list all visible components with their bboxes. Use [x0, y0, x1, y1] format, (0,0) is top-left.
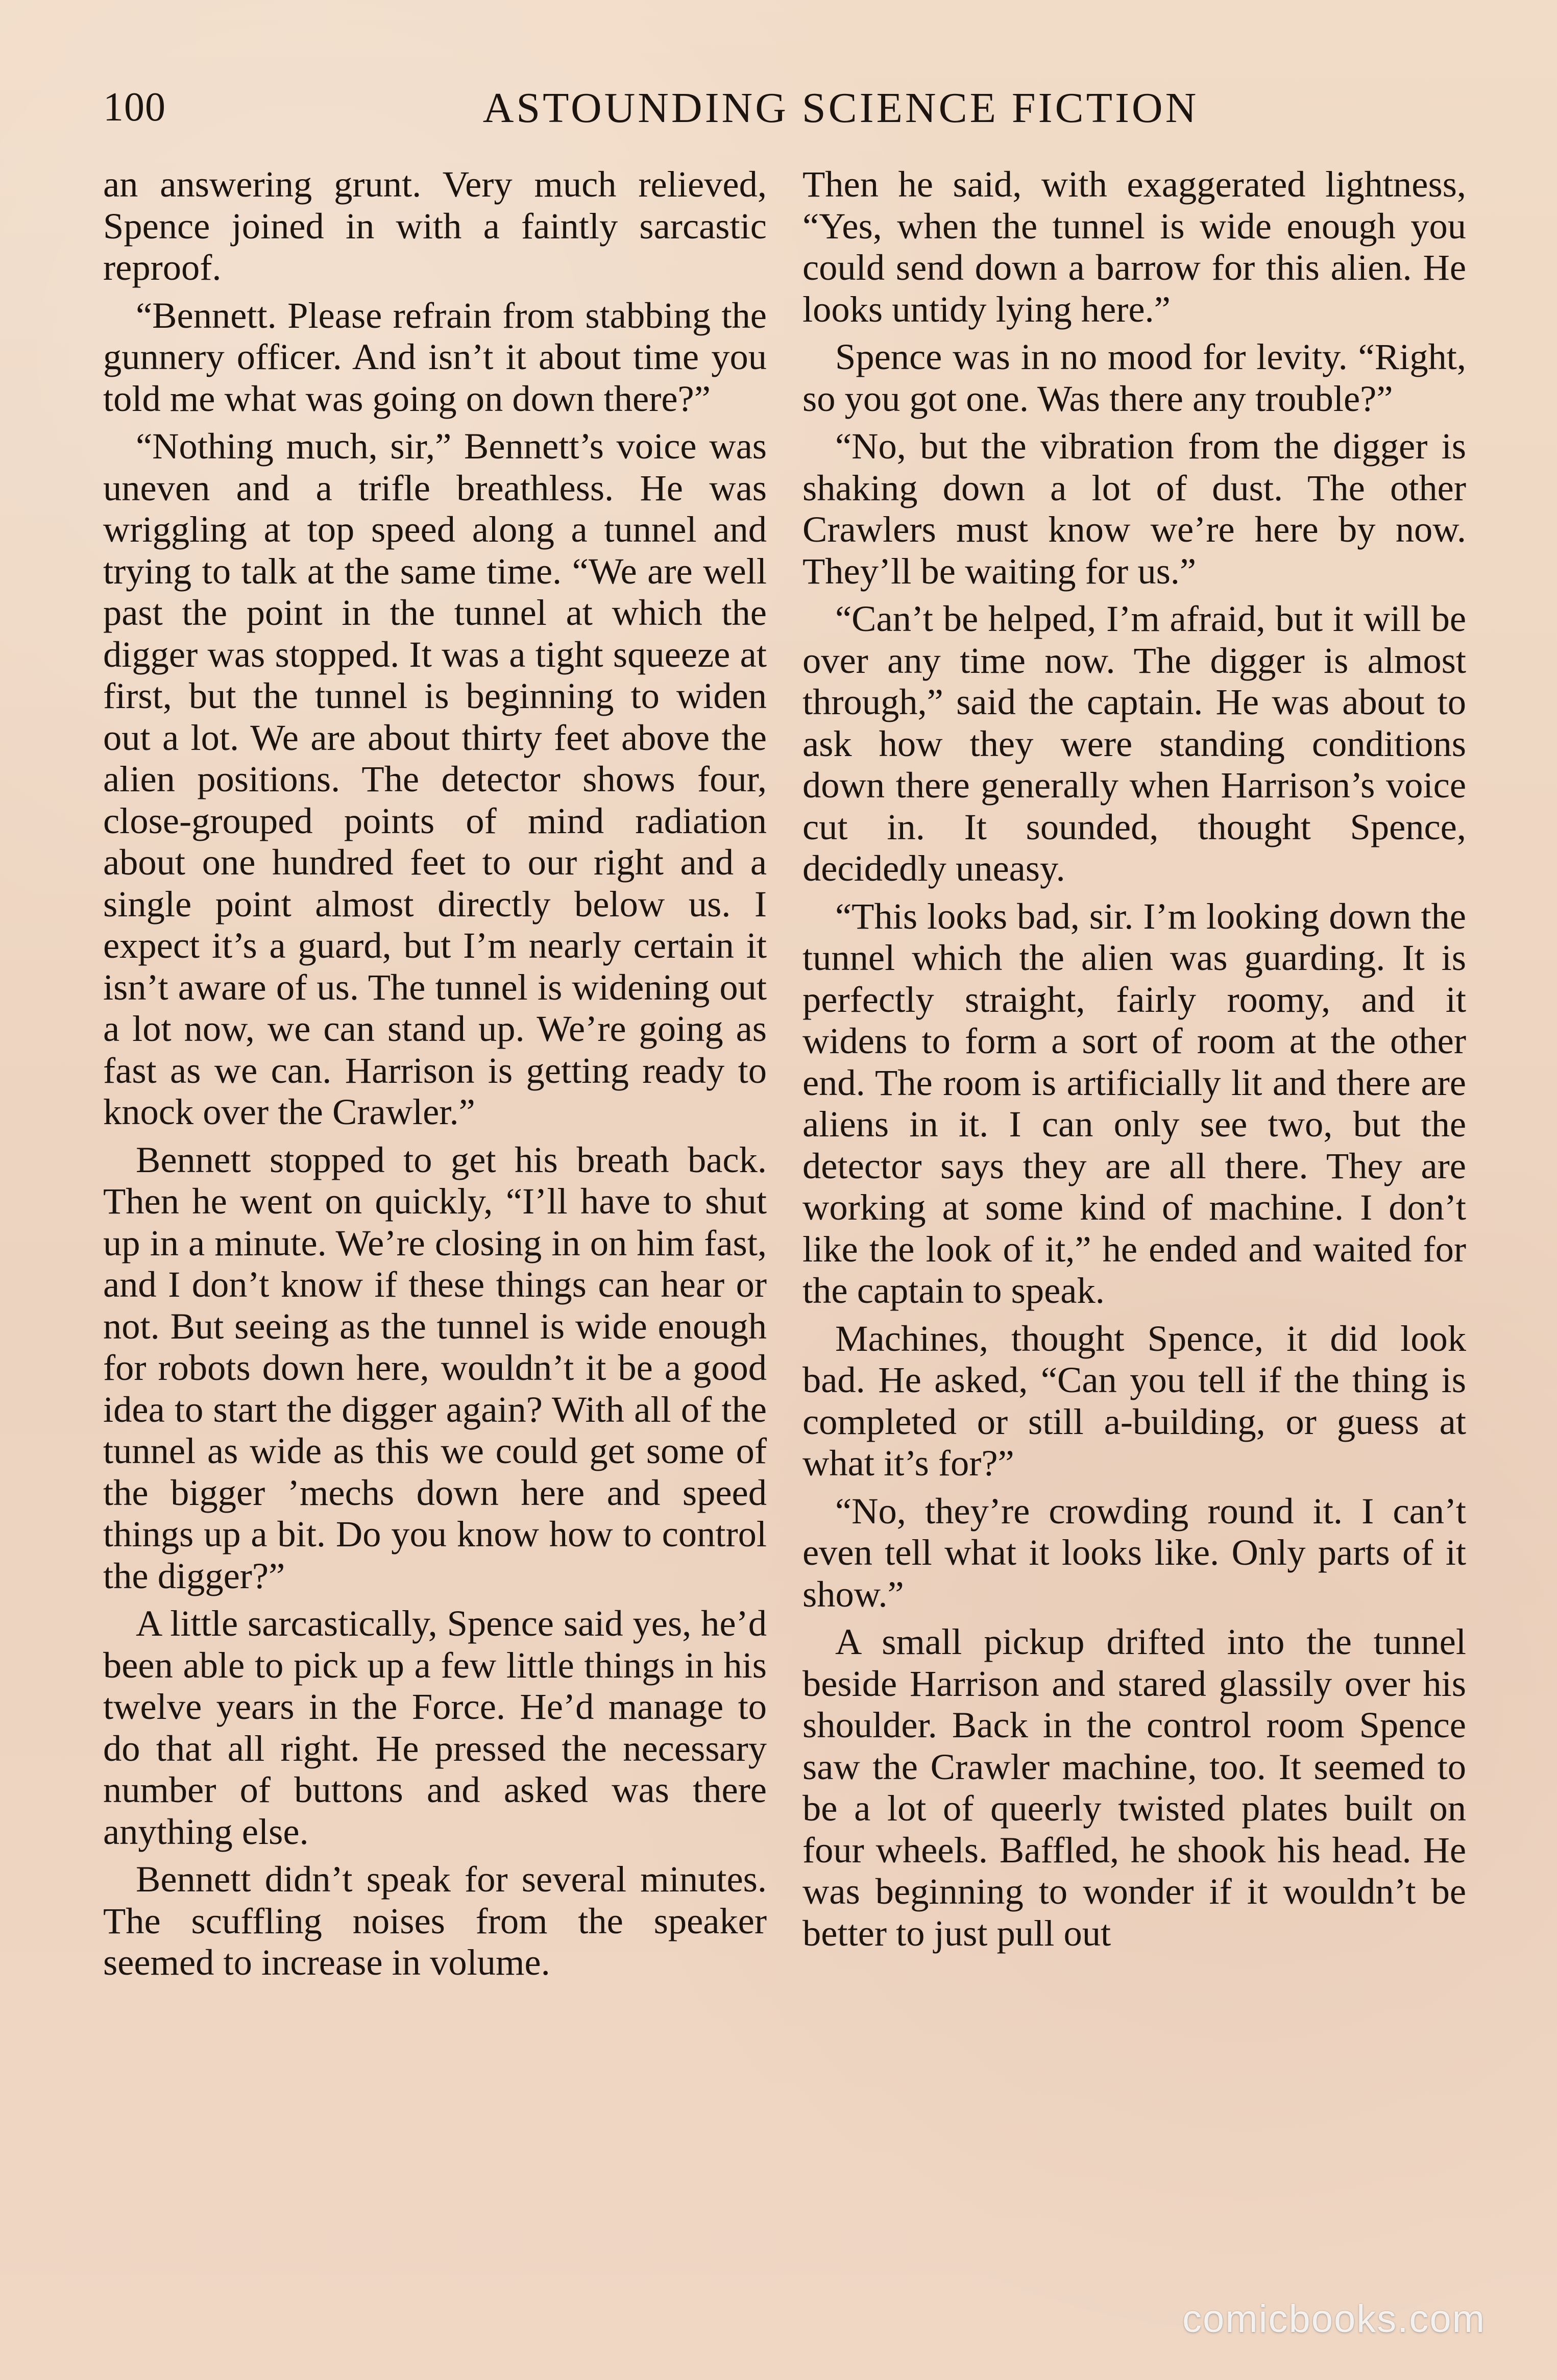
running-head: ASTOUNDING SCIENCE FICTION — [482, 84, 1199, 132]
right-paragraph-8: A small pickup drifted into the tunnel beside Harrison and stared glassily over his shoulder. Back in the control room Spence saw the Crawler machine, too. It seemed to be a lot of queerly twisted plates built on four wheels. Baffled, he shook his head. He was beginning to wonder if it wouldn’t be better to just pull out — [802, 1621, 1466, 1954]
right-paragraph-1: Then he said, with exaggerated lightness, “Yes, when the tunnel is wide enough you could send down a barrow for this alien. He looks untidy lying here.” — [802, 163, 1466, 330]
left-paragraph-3: “Nothing much, sir,” Bennett’s voice was uneven and a trifle breathless. He was wriggling at top speed along a tunnel and trying to talk at the same time. “We are well past the point in the tunnel at which the digger was stopped. It was a tight squeeze at first, but the tunnel is beginning to widen out a lot. We are about thirty feet above the alien positions. The detector shows four, close-grouped points of mind radiation about one hundred feet to our right and a single point almost directly below us. I expect it’s a guard, but I’m nearly certain it isn’t aware of us. The tunnel is widening out a lot now, we can stand up. We’re going as fast as we can. Harrison is getting ready to knock over the Crawler.” — [103, 425, 767, 1132]
left-paragraph-2: “Bennett. Please refrain from stabbing the gunnery officer. And isn’t it about time you told me what was going on down there?” — [103, 294, 767, 419]
right-paragraph-6: Machines, thought Spence, it did look bad. He asked, “Can you tell if the thing is completed or still a-building, or guess at what it’s for?” — [802, 1317, 1466, 1484]
right-column — [802, 163, 1466, 1954]
page-number: 100 — [103, 85, 166, 130]
watermark: comicbooks.com — [1182, 2297, 1486, 2341]
right-paragraph-2: Spence was in no mood for levity. “Right, so you got one. Was there any trouble?” — [802, 336, 1466, 419]
left-paragraph-1: an answering grunt. Very much relieved, Spence joined in with a faintly sarcastic reproof. — [103, 163, 767, 288]
left-paragraph-5: A little sarcastically, Spence said yes, he’d been able to pick up a few little things in his twelve years in the Force. He’d manage to do that all right. He pressed the necessary number of buttons and asked was there anything else. — [103, 1602, 767, 1852]
right-paragraph-5: “This looks bad, sir. I’m looking down the tunnel which the alien was guarding. It is perfectly straight, fairly roomy, and it widens to form a sort of room at the other end. The room is artificially lit and there are aliens in it. I can only see two, but the detector says they are all there. They are working at some kind of machine. I don’t like the look of it,” he ended and waited for the captain to speak. — [802, 895, 1466, 1311]
page-header — [103, 84, 1480, 158]
right-paragraph-7: “No, they’re crowding round it. I can’t even tell what it looks like. Only parts of it show.” — [802, 1490, 1466, 1615]
left-paragraph-6: Bennett didn’t speak for several minutes. The scuffling noises from the speaker seemed to increase in volume. — [103, 1858, 767, 1983]
right-paragraph-4: “Can’t be helped, I’m afraid, but it will be over any time now. The digger is almost through,” said the captain. He was about to ask how they were standing conditions down there generally when Harrison’s voice cut in. It sounded, thought Spence, decidedly uneasy. — [802, 598, 1466, 889]
left-paragraph-4: Bennett stopped to get his breath back. Then he went on quickly, “I’ll have to shut up in a minute. We’re closing in on him fast, and I don’t know if these things can hear or not. But seeing as the tunnel is wide enough for robots down here, wouldn’t it be a good idea to start the digger again? With all of the tunnel as wide as this we could get some of the bigger ’mechs down here and speed things up a bit. Do you know how to control the digger?” — [103, 1138, 767, 1596]
right-paragraph-3: “No, but the vibration from the digger is shaking down a lot of dust. The other Crawlers must know we’re here by now. They’ll be waiting for us.” — [802, 425, 1466, 592]
left-column — [103, 163, 767, 1983]
